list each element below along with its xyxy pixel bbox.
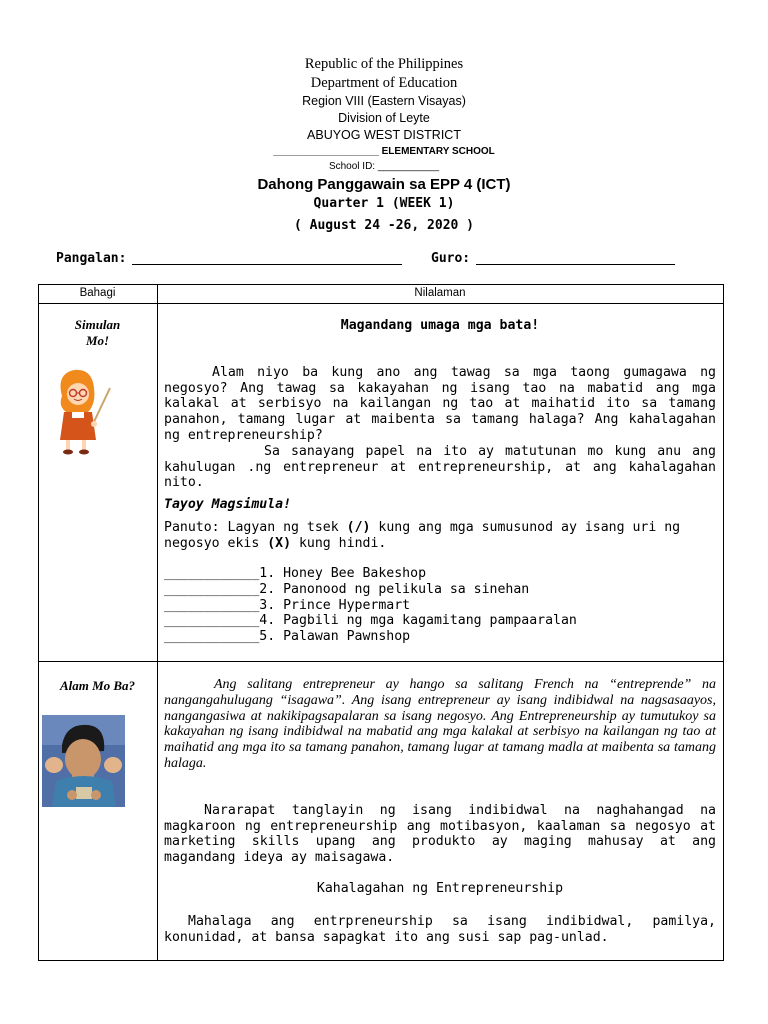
activity-title: Tayoy Magsimula! [164, 497, 292, 512]
header-school-id: School ID: ___________ [328, 161, 440, 172]
x-mark-symbol: (X) [267, 535, 292, 551]
teacher-label: Guro: [431, 251, 471, 266]
header-district: ABUYOG WEST DISTRICT [307, 128, 461, 142]
section-label-mo: Mo! [85, 333, 110, 348]
greeting: Magandang umaga mga bata! [340, 318, 540, 333]
list-item[interactable]: ____________5. Palawan Pawnshop [164, 629, 411, 644]
list-item[interactable]: ____________4. Pagbili ng mga kagamitang pampaaralan [164, 613, 577, 628]
section-label-alam-mo-ba: Alam Mo Ba? [59, 678, 136, 693]
header-region: Region VIII (Eastern Visayas) [302, 94, 466, 108]
name-label: Pangalan: [56, 251, 127, 266]
column-header-nilalaman: Nilalaman [414, 287, 466, 299]
check-mark-symbol: (/) [346, 520, 371, 535]
instructions: Panuto: Lagyan ng tsek (/) kung ang mga sumusunod ay isang uri ng negosyo ekis (X) kung hindi. [164, 520, 681, 551]
intro-paragraph: Alam niyo ba kung ano ang tawag sa mga taong gumagawa ng negosyo? Ang tawag sa kakayahan ng isang tao na mabatid ang mga kalakal at serbisyo na kailangan ng tao at maihatid ito sa tamang panahon, tamang lugar at maibenta sa tamang halaga? Ang kahalagahan ng entrepreneurship? [164, 365, 716, 443]
header-department: Department of Education [310, 75, 458, 91]
importance-subheading: Kahalagahan ng Entrepreneurship [316, 881, 564, 896]
header-republic: Republic of the Philippines [304, 56, 464, 72]
header-school-line: ___________________ ELEMENTARY SCHOOL [273, 146, 495, 157]
student-photo-icon [42, 715, 125, 807]
quarter-label: Quarter 1 (WEEK 1) [313, 196, 455, 211]
teacher-input-line[interactable] [476, 264, 675, 265]
purpose-paragraph: Sa sanayang papel na ito ay matutunan mo kung anu ang kahulugan .ng entrepreneur at entrepreneurship, at ang kahalagahan nito. [164, 444, 716, 491]
qualities-paragraph: Nararapat tanglayin ng isang indibidwal na naghahangad na magkaroon ng entrepreneurship ang motibasyon, kaalaman sa negosyo at marketing skills upang ang produkto ay maging mahusay at ang magandang ideya ay maisagawa. [164, 803, 716, 866]
list-item[interactable]: ____________2. Panonood ng pelikula sa sinehan [164, 582, 530, 597]
name-input-line[interactable] [132, 264, 402, 265]
column-header-bahagi: Bahagi [79, 287, 116, 299]
importance-paragraph: Mahalaga ang entrpreneurship sa isang indibidwal, pamilya, konunidad, at bansa sapagkat ito ang susi sap pag-unlad. [164, 914, 716, 945]
list-item[interactable]: ____________3. Prince Hypermart [164, 598, 411, 613]
date-range: ( August 24 -26, 2020 ) [293, 218, 474, 233]
definition-paragraph: Ang salitang entrepreneur ay hango sa salitang French na “entreprende” na nangangahulugang “isagawa”. Ang isang entrepreneur ay isang indibidwal na nagsasaayos, nangangasiwa at nakikipagsapalaran sa isang negosyo. Ang Entrepreneurship ay tumutukoy sa kakayahan ng isang indibidwal na mabatid ang mga kalakal at serbisyo na kailangan ng tao at maihatid ang mga ito sa tamang panahon, tamang lugar at tamang madla at maibenta sa tamang halaga. [164, 677, 716, 771]
worksheet-title: Dahong Panggawain sa EPP 4 (ICT) [257, 176, 511, 193]
header-division: Division of Leyte [338, 111, 430, 125]
teacher-clipart-icon [52, 366, 114, 456]
list-item[interactable]: ____________1. Honey Bee Bakeshop [164, 566, 427, 581]
section-label-simulan: Simulan [74, 317, 121, 332]
